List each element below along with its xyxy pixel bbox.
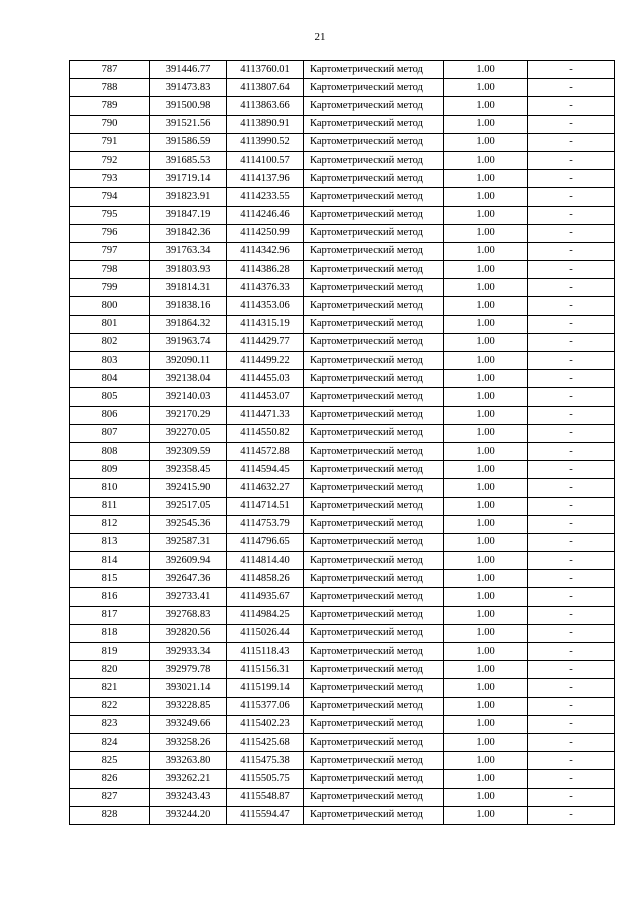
method-cell: Картометрический метод: [304, 770, 444, 788]
table-row: [70, 715, 615, 733]
y-coordinate-cell: 4115377.06: [227, 697, 304, 715]
method-cell: Картометрический метод: [304, 479, 444, 497]
accuracy-cell: 1.00: [444, 333, 528, 351]
y-coordinate-cell: 4113807.64: [227, 79, 304, 97]
table-row: [70, 515, 615, 533]
y-coordinate-cell: 4115156.31: [227, 661, 304, 679]
point-number-cell: 814: [70, 552, 150, 570]
point-number-cell: 811: [70, 497, 150, 515]
method-cell: Картометрический метод: [304, 115, 444, 133]
table-row: [70, 79, 615, 97]
method-cell: Картометрический метод: [304, 733, 444, 751]
table-row: [70, 333, 615, 351]
accuracy-cell: 1.00: [444, 606, 528, 624]
description-cell: -: [528, 188, 615, 206]
x-coordinate-cell: 392140.03: [150, 388, 227, 406]
accuracy-cell: 1.00: [444, 461, 528, 479]
x-coordinate-cell: 391842.36: [150, 224, 227, 242]
description-cell: -: [528, 479, 615, 497]
table-row: [70, 697, 615, 715]
y-coordinate-cell: 4114753.79: [227, 515, 304, 533]
method-cell: Картометрический метод: [304, 661, 444, 679]
description-cell: -: [528, 279, 615, 297]
table-row: [70, 97, 615, 115]
point-number-cell: 789: [70, 97, 150, 115]
y-coordinate-cell: 4113890.91: [227, 115, 304, 133]
y-coordinate-cell: 4114499.22: [227, 352, 304, 370]
table-row: [70, 661, 615, 679]
description-cell: -: [528, 588, 615, 606]
y-coordinate-cell: 4114386.28: [227, 261, 304, 279]
y-coordinate-cell: 4114714.51: [227, 497, 304, 515]
point-number-cell: 798: [70, 261, 150, 279]
accuracy-cell: 1.00: [444, 533, 528, 551]
method-cell: Картометрический метод: [304, 552, 444, 570]
description-cell: -: [528, 61, 615, 79]
point-number-cell: 818: [70, 624, 150, 642]
accuracy-cell: 1.00: [444, 97, 528, 115]
description-cell: -: [528, 788, 615, 806]
accuracy-cell: 1.00: [444, 679, 528, 697]
point-number-cell: 807: [70, 424, 150, 442]
x-coordinate-cell: 393263.80: [150, 752, 227, 770]
point-number-cell: 828: [70, 806, 150, 824]
accuracy-cell: 1.00: [444, 788, 528, 806]
table-row: [70, 442, 615, 460]
point-number-cell: 827: [70, 788, 150, 806]
x-coordinate-cell: 393021.14: [150, 679, 227, 697]
y-coordinate-cell: 4114137.96: [227, 170, 304, 188]
y-coordinate-cell: 4114342.96: [227, 242, 304, 260]
point-number-cell: 816: [70, 588, 150, 606]
x-coordinate-cell: 393249.66: [150, 715, 227, 733]
y-coordinate-cell: 4114471.33: [227, 406, 304, 424]
description-cell: -: [528, 297, 615, 315]
accuracy-cell: 1.00: [444, 570, 528, 588]
table-row: [70, 388, 615, 406]
x-coordinate-cell: 391803.93: [150, 261, 227, 279]
description-cell: -: [528, 697, 615, 715]
x-coordinate-cell: 392415.90: [150, 479, 227, 497]
method-cell: Картометрический метод: [304, 370, 444, 388]
description-cell: -: [528, 679, 615, 697]
y-coordinate-cell: 4114250.99: [227, 224, 304, 242]
description-cell: -: [528, 242, 615, 260]
point-number-cell: 826: [70, 770, 150, 788]
table-row: [70, 151, 615, 169]
table-row: [70, 297, 615, 315]
x-coordinate-cell: 393243.43: [150, 788, 227, 806]
x-coordinate-cell: 392358.45: [150, 461, 227, 479]
method-cell: Картометрический метод: [304, 679, 444, 697]
table-row: [70, 170, 615, 188]
y-coordinate-cell: 4115425.68: [227, 733, 304, 751]
table-row: [70, 61, 615, 79]
method-cell: Картометрический метод: [304, 715, 444, 733]
description-cell: -: [528, 515, 615, 533]
x-coordinate-cell: 391763.34: [150, 242, 227, 260]
point-number-cell: 790: [70, 115, 150, 133]
description-cell: -: [528, 442, 615, 460]
x-coordinate-cell: 393262.21: [150, 770, 227, 788]
description-cell: -: [528, 315, 615, 333]
description-cell: -: [528, 79, 615, 97]
point-number-cell: 788: [70, 79, 150, 97]
x-coordinate-cell: 392733.41: [150, 588, 227, 606]
accuracy-cell: 1.00: [444, 370, 528, 388]
x-coordinate-cell: 392138.04: [150, 370, 227, 388]
point-number-cell: 792: [70, 151, 150, 169]
table-row: [70, 588, 615, 606]
description-cell: -: [528, 733, 615, 751]
point-number-cell: 815: [70, 570, 150, 588]
table-row: [70, 752, 615, 770]
x-coordinate-cell: 391719.14: [150, 170, 227, 188]
accuracy-cell: 1.00: [444, 424, 528, 442]
y-coordinate-cell: 4114429.77: [227, 333, 304, 351]
y-coordinate-cell: 4115548.87: [227, 788, 304, 806]
point-number-cell: 809: [70, 461, 150, 479]
accuracy-cell: 1.00: [444, 515, 528, 533]
accuracy-cell: 1.00: [444, 624, 528, 642]
point-number-cell: 823: [70, 715, 150, 733]
accuracy-cell: 1.00: [444, 315, 528, 333]
point-number-cell: 825: [70, 752, 150, 770]
accuracy-cell: 1.00: [444, 170, 528, 188]
accuracy-cell: 1.00: [444, 115, 528, 133]
method-cell: Картометрический метод: [304, 606, 444, 624]
x-coordinate-cell: 391814.31: [150, 279, 227, 297]
x-coordinate-cell: 392609.94: [150, 552, 227, 570]
method-cell: Картометрический метод: [304, 533, 444, 551]
y-coordinate-cell: 4114594.45: [227, 461, 304, 479]
table-row: [70, 315, 615, 333]
description-cell: -: [528, 461, 615, 479]
point-number-cell: 812: [70, 515, 150, 533]
description-cell: -: [528, 715, 615, 733]
accuracy-cell: 1.00: [444, 133, 528, 151]
description-cell: -: [528, 170, 615, 188]
table-row: [70, 133, 615, 151]
x-coordinate-cell: 391586.59: [150, 133, 227, 151]
point-number-cell: 803: [70, 352, 150, 370]
x-coordinate-cell: 392587.31: [150, 533, 227, 551]
table-row: [70, 479, 615, 497]
y-coordinate-cell: 4114632.27: [227, 479, 304, 497]
description-cell: -: [528, 497, 615, 515]
y-coordinate-cell: 4114796.65: [227, 533, 304, 551]
method-cell: Картометрический метод: [304, 570, 444, 588]
table-row: [70, 533, 615, 551]
x-coordinate-cell: 392309.59: [150, 442, 227, 460]
x-coordinate-cell: 391521.56: [150, 115, 227, 133]
accuracy-cell: 1.00: [444, 588, 528, 606]
table-row: [70, 406, 615, 424]
table-row: [70, 242, 615, 260]
coordinates-table-body: [70, 61, 615, 825]
y-coordinate-cell: 4114315.19: [227, 315, 304, 333]
method-cell: Картометрический метод: [304, 424, 444, 442]
accuracy-cell: 1.00: [444, 61, 528, 79]
y-coordinate-cell: 4114550.82: [227, 424, 304, 442]
description-cell: -: [528, 115, 615, 133]
y-coordinate-cell: 4115505.75: [227, 770, 304, 788]
description-cell: -: [528, 643, 615, 661]
table-row: [70, 770, 615, 788]
x-coordinate-cell: 392270.05: [150, 424, 227, 442]
y-coordinate-cell: 4114353.06: [227, 297, 304, 315]
point-number-cell: 822: [70, 697, 150, 715]
method-cell: Картометрический метод: [304, 224, 444, 242]
accuracy-cell: 1.00: [444, 770, 528, 788]
point-number-cell: 804: [70, 370, 150, 388]
description-cell: -: [528, 552, 615, 570]
method-cell: Картометрический метод: [304, 497, 444, 515]
method-cell: Картометрический метод: [304, 788, 444, 806]
accuracy-cell: 1.00: [444, 224, 528, 242]
description-cell: -: [528, 533, 615, 551]
description-cell: -: [528, 770, 615, 788]
method-cell: Картометрический метод: [304, 515, 444, 533]
table-row: [70, 606, 615, 624]
point-number-cell: 797: [70, 242, 150, 260]
method-cell: Картометрический метод: [304, 242, 444, 260]
method-cell: Картометрический метод: [304, 624, 444, 642]
x-coordinate-cell: 393258.26: [150, 733, 227, 751]
point-number-cell: 801: [70, 315, 150, 333]
description-cell: -: [528, 424, 615, 442]
table-row: [70, 624, 615, 642]
method-cell: Картометрический метод: [304, 97, 444, 115]
description-cell: -: [528, 570, 615, 588]
description-cell: -: [528, 352, 615, 370]
accuracy-cell: 1.00: [444, 479, 528, 497]
accuracy-cell: 1.00: [444, 643, 528, 661]
x-coordinate-cell: 392090.11: [150, 352, 227, 370]
y-coordinate-cell: 4114376.33: [227, 279, 304, 297]
x-coordinate-cell: 393244.20: [150, 806, 227, 824]
description-cell: -: [528, 206, 615, 224]
point-number-cell: 805: [70, 388, 150, 406]
table-row: [70, 643, 615, 661]
y-coordinate-cell: 4114246.46: [227, 206, 304, 224]
table-row: [70, 188, 615, 206]
accuracy-cell: 1.00: [444, 388, 528, 406]
x-coordinate-cell: 392647.36: [150, 570, 227, 588]
y-coordinate-cell: 4115199.14: [227, 679, 304, 697]
description-cell: -: [528, 333, 615, 351]
y-coordinate-cell: 4115026.44: [227, 624, 304, 642]
y-coordinate-cell: 4114455.03: [227, 370, 304, 388]
point-number-cell: 795: [70, 206, 150, 224]
accuracy-cell: 1.00: [444, 261, 528, 279]
description-cell: -: [528, 133, 615, 151]
table-row: [70, 733, 615, 751]
accuracy-cell: 1.00: [444, 497, 528, 515]
accuracy-cell: 1.00: [444, 442, 528, 460]
description-cell: -: [528, 806, 615, 824]
description-cell: -: [528, 406, 615, 424]
description-cell: -: [528, 224, 615, 242]
x-coordinate-cell: 391864.32: [150, 315, 227, 333]
table-row: [70, 788, 615, 806]
table-row: [70, 461, 615, 479]
description-cell: -: [528, 370, 615, 388]
method-cell: Картометрический метод: [304, 188, 444, 206]
x-coordinate-cell: 393228.85: [150, 697, 227, 715]
table-row: [70, 352, 615, 370]
point-number-cell: 791: [70, 133, 150, 151]
y-coordinate-cell: 4114100.57: [227, 151, 304, 169]
x-coordinate-cell: 392820.56: [150, 624, 227, 642]
accuracy-cell: 1.00: [444, 715, 528, 733]
method-cell: Картометрический метод: [304, 151, 444, 169]
method-cell: Картометрический метод: [304, 133, 444, 151]
x-coordinate-cell: 391847.19: [150, 206, 227, 224]
accuracy-cell: 1.00: [444, 752, 528, 770]
table-row: [70, 806, 615, 824]
accuracy-cell: 1.00: [444, 352, 528, 370]
point-number-cell: 821: [70, 679, 150, 697]
table-row: [70, 497, 615, 515]
method-cell: Картометрический метод: [304, 752, 444, 770]
y-coordinate-cell: 4113760.01: [227, 61, 304, 79]
point-number-cell: 799: [70, 279, 150, 297]
accuracy-cell: 1.00: [444, 79, 528, 97]
description-cell: -: [528, 388, 615, 406]
point-number-cell: 793: [70, 170, 150, 188]
point-number-cell: 802: [70, 333, 150, 351]
method-cell: Картометрический метод: [304, 406, 444, 424]
method-cell: Картометрический метод: [304, 170, 444, 188]
x-coordinate-cell: 392768.83: [150, 606, 227, 624]
table-row: [70, 261, 615, 279]
accuracy-cell: 1.00: [444, 733, 528, 751]
x-coordinate-cell: 391838.16: [150, 297, 227, 315]
point-number-cell: 800: [70, 297, 150, 315]
x-coordinate-cell: 391446.77: [150, 61, 227, 79]
accuracy-cell: 1.00: [444, 151, 528, 169]
method-cell: Картометрический метод: [304, 442, 444, 460]
description-cell: -: [528, 606, 615, 624]
method-cell: Картометрический метод: [304, 588, 444, 606]
accuracy-cell: 1.00: [444, 552, 528, 570]
point-number-cell: 817: [70, 606, 150, 624]
point-number-cell: 820: [70, 661, 150, 679]
accuracy-cell: 1.00: [444, 406, 528, 424]
y-coordinate-cell: 4115594.47: [227, 806, 304, 824]
x-coordinate-cell: 392170.29: [150, 406, 227, 424]
y-coordinate-cell: 4114453.07: [227, 388, 304, 406]
coordinates-table: [69, 60, 615, 825]
y-coordinate-cell: 4115118.43: [227, 643, 304, 661]
table-row: [70, 115, 615, 133]
method-cell: Картометрический метод: [304, 333, 444, 351]
table-row: [70, 224, 615, 242]
page-number: 21: [314, 31, 326, 43]
method-cell: Картометрический метод: [304, 261, 444, 279]
y-coordinate-cell: 4114984.25: [227, 606, 304, 624]
description-cell: -: [528, 752, 615, 770]
point-number-cell: 819: [70, 643, 150, 661]
y-coordinate-cell: 4114572.88: [227, 442, 304, 460]
table-row: [70, 370, 615, 388]
method-cell: Картометрический метод: [304, 388, 444, 406]
point-number-cell: 813: [70, 533, 150, 551]
x-coordinate-cell: 391823.91: [150, 188, 227, 206]
point-number-cell: 824: [70, 733, 150, 751]
x-coordinate-cell: 391473.83: [150, 79, 227, 97]
y-coordinate-cell: 4114233.55: [227, 188, 304, 206]
table-row: [70, 206, 615, 224]
method-cell: Картометрический метод: [304, 461, 444, 479]
method-cell: Картометрический метод: [304, 79, 444, 97]
method-cell: Картометрический метод: [304, 806, 444, 824]
point-number-cell: 810: [70, 479, 150, 497]
accuracy-cell: 1.00: [444, 188, 528, 206]
table-row: [70, 679, 615, 697]
x-coordinate-cell: 391685.53: [150, 151, 227, 169]
accuracy-cell: 1.00: [444, 279, 528, 297]
point-number-cell: 806: [70, 406, 150, 424]
accuracy-cell: 1.00: [444, 697, 528, 715]
table-row: [70, 424, 615, 442]
point-number-cell: 794: [70, 188, 150, 206]
method-cell: Картометрический метод: [304, 279, 444, 297]
method-cell: Картометрический метод: [304, 297, 444, 315]
y-coordinate-cell: 4115475.38: [227, 752, 304, 770]
method-cell: Картометрический метод: [304, 643, 444, 661]
x-coordinate-cell: 391963.74: [150, 333, 227, 351]
method-cell: Картометрический метод: [304, 315, 444, 333]
method-cell: Картометрический метод: [304, 61, 444, 79]
table-row: [70, 570, 615, 588]
point-number-cell: 808: [70, 442, 150, 460]
y-coordinate-cell: 4114935.67: [227, 588, 304, 606]
table-row: [70, 279, 615, 297]
x-coordinate-cell: 392517.05: [150, 497, 227, 515]
description-cell: -: [528, 624, 615, 642]
x-coordinate-cell: 392933.34: [150, 643, 227, 661]
accuracy-cell: 1.00: [444, 806, 528, 824]
description-cell: -: [528, 97, 615, 115]
accuracy-cell: 1.00: [444, 206, 528, 224]
method-cell: Картометрический метод: [304, 352, 444, 370]
x-coordinate-cell: 392545.36: [150, 515, 227, 533]
x-coordinate-cell: 392979.78: [150, 661, 227, 679]
accuracy-cell: 1.00: [444, 661, 528, 679]
y-coordinate-cell: 4113990.52: [227, 133, 304, 151]
description-cell: -: [528, 661, 615, 679]
description-cell: -: [528, 151, 615, 169]
accuracy-cell: 1.00: [444, 242, 528, 260]
accuracy-cell: 1.00: [444, 297, 528, 315]
x-coordinate-cell: 391500.98: [150, 97, 227, 115]
y-coordinate-cell: 4115402.23: [227, 715, 304, 733]
table-row: [70, 552, 615, 570]
point-number-cell: 796: [70, 224, 150, 242]
point-number-cell: 787: [70, 61, 150, 79]
y-coordinate-cell: 4113863.66: [227, 97, 304, 115]
method-cell: Картометрический метод: [304, 697, 444, 715]
method-cell: Картометрический метод: [304, 206, 444, 224]
y-coordinate-cell: 4114858.26: [227, 570, 304, 588]
description-cell: -: [528, 261, 615, 279]
y-coordinate-cell: 4114814.40: [227, 552, 304, 570]
